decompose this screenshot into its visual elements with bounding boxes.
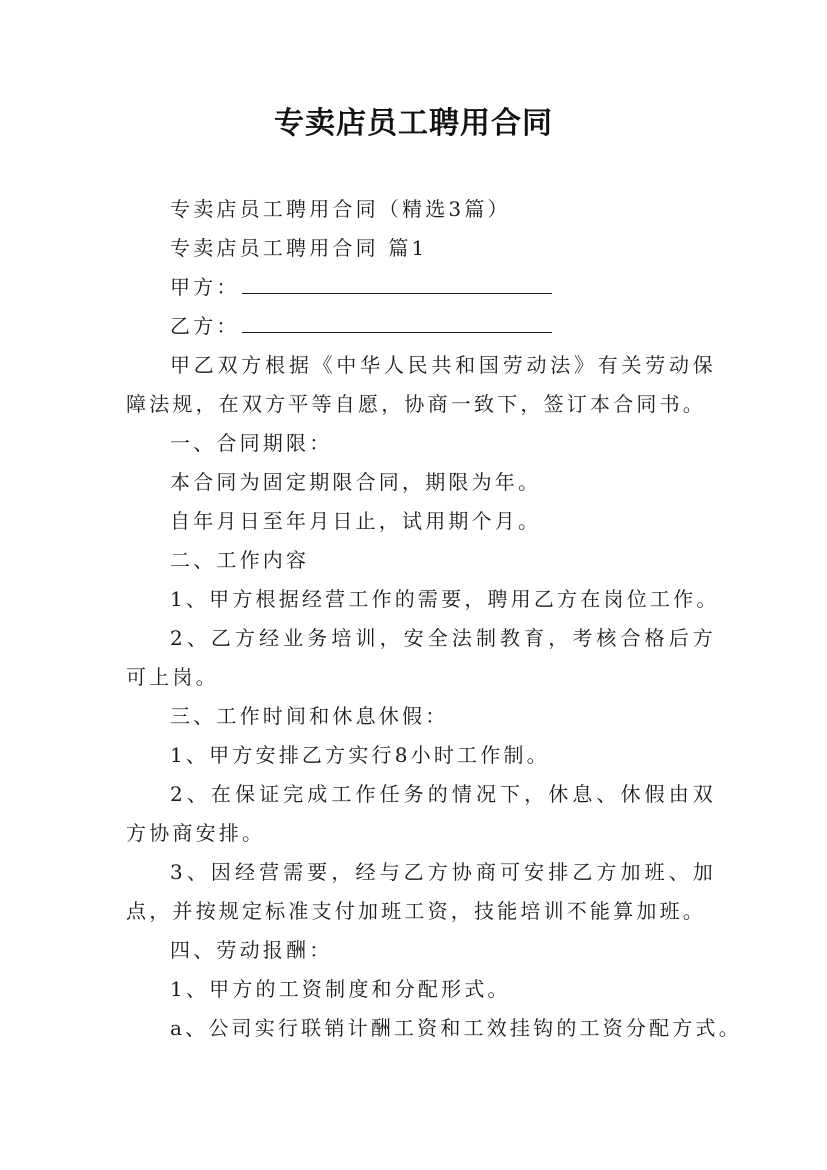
paragraph: 本合同为固定期限合同，期限为年。	[170, 470, 542, 494]
party-b-line	[126, 307, 716, 346]
paragraph-preamble: 甲乙双方根据《中华人民共和国劳动法》有关劳动保障法规，在双方平等自愿，协商一致下，签订本合同书。	[126, 353, 716, 416]
paragraph: 3、因经营需要，经与乙方协商可安排乙方加班、加点，并按规定标准支付加班工资，技能培训不能算加班。	[126, 860, 716, 923]
paragraph: 1、甲方的工资制度和分配形式。	[170, 977, 511, 1001]
heading-remuneration: 四、劳动报酬：	[170, 938, 333, 962]
party-b-label: 乙方：	[170, 314, 240, 338]
paragraph: 自年月日至年月日止，试用期个月。	[170, 509, 542, 533]
party-b-blank	[242, 310, 552, 333]
heading-contract-term: 一、合同期限：	[170, 431, 333, 455]
paragraph: 2、在保证完成工作任务的情况下，休息、休假由双方协商安排。	[126, 782, 716, 845]
paragraph: 1、甲方根据经营工作的需要，聘用乙方在岗位工作。	[170, 587, 720, 611]
document-body	[126, 190, 742, 1048]
heading-work-hours: 三、工作时间和休息休假：	[170, 704, 449, 728]
document-subtitle: 专卖店员工聘用合同（精选3篇）	[170, 197, 511, 221]
document-title: 专卖店员工聘用合同	[274, 106, 553, 141]
paragraph: 1、甲方安排乙方实行8小时工作制。	[170, 743, 550, 767]
paragraph: 2、乙方经业务培训，安全法制教育，考核合格后方可上岗。	[126, 626, 716, 689]
section-heading: 专卖店员工聘用合同 篇1	[170, 236, 428, 260]
party-a-label: 甲方：	[170, 275, 240, 299]
paragraph: a、公司实行联销计酬工资和工效挂钩的工资分配方式。	[170, 1016, 742, 1040]
party-a-blank	[242, 271, 552, 294]
party-a-line	[126, 268, 716, 307]
heading-work-content: 二、工作内容	[170, 548, 310, 572]
